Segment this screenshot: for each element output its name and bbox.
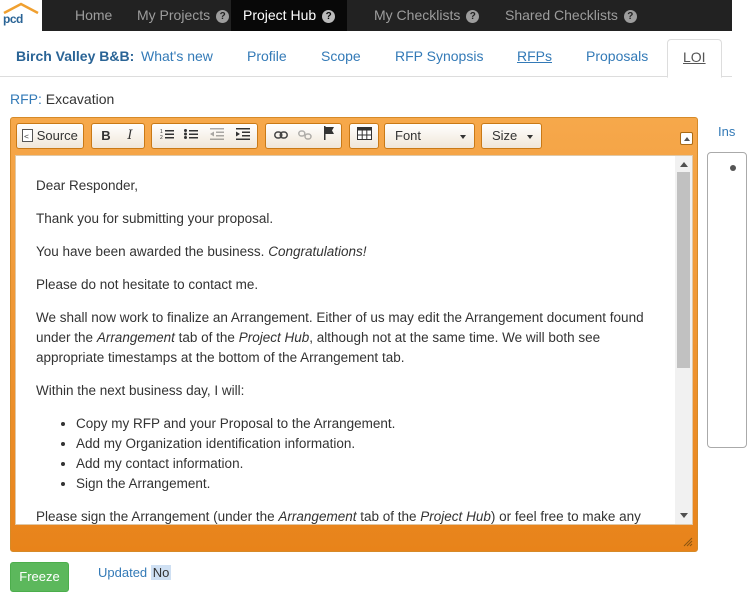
numbered-list-button[interactable] <box>156 126 178 146</box>
font-dropdown-label: Font <box>395 128 422 143</box>
nav-my-projects-label: My Projects <box>137 7 211 23</box>
list-item: • Copy my RFP and your Proposal to the Arrangement. <box>76 414 666 434</box>
nav-my-projects[interactable] <box>125 0 241 31</box>
flag-icon <box>323 126 335 140</box>
list-item: • Add my Organization identification information. <box>76 434 666 454</box>
text-run-italic: Project Hub <box>420 509 491 524</box>
letter-paragraph: Within the next business day, I will: <box>36 383 245 398</box>
format-group <box>91 123 145 149</box>
table-icon <box>357 127 372 140</box>
chevron-down-icon <box>460 135 466 139</box>
nav-home[interactable] <box>63 0 124 31</box>
list-item: • Add my contact information. <box>76 454 666 474</box>
table-button[interactable] <box>353 126 375 146</box>
svg-text:2: 2 <box>160 135 163 141</box>
letter-body <box>36 176 666 540</box>
list-group <box>151 123 258 149</box>
chevron-down-icon <box>527 135 533 139</box>
project-tabs <box>0 31 732 77</box>
letter-paragraph <box>36 308 666 368</box>
nav-my-checklists-label: My Checklists <box>374 7 461 23</box>
text-run: We shall now work to finalize an Arrangement. Either of us may edit the Arrangement document found under the <box>36 310 644 345</box>
link-group <box>265 123 342 149</box>
editor-scrollbar[interactable] <box>675 156 692 524</box>
tab-loi[interactable]: LOI <box>667 39 722 78</box>
svg-text:<: < <box>24 132 29 141</box>
source-label: Source <box>36 128 78 143</box>
size-dropdown[interactable] <box>481 123 542 149</box>
tab-profile[interactable]: Profile <box>247 48 287 64</box>
source-button[interactable] <box>20 126 80 146</box>
editor-content-area[interactable] <box>15 155 693 525</box>
letter-paragraph <box>36 507 666 527</box>
tab-rfps[interactable]: RFPs <box>517 48 552 64</box>
editor-toolbar <box>11 118 697 154</box>
bold-button[interactable]: B <box>101 128 111 143</box>
link-button[interactable] <box>270 126 292 146</box>
rfp-value: Excavation <box>45 91 115 107</box>
top-navbar <box>0 0 732 31</box>
letter-greeting: Dear Responder, <box>36 178 139 193</box>
updated-value: No <box>152 565 170 580</box>
freeze-button[interactable]: Freeze <box>10 562 69 592</box>
outdent-button[interactable] <box>206 126 228 146</box>
insert-panel-box[interactable] <box>707 152 747 448</box>
help-icon[interactable]: ? <box>216 10 229 23</box>
tab-rfp-synopsis[interactable]: RFP Synopsis <box>395 48 484 64</box>
numbered-list-icon <box>160 128 174 140</box>
bulleted-list-icon <box>184 128 198 140</box>
text-run: ) or feel free to make any <box>490 509 641 524</box>
bulleted-list-button[interactable] <box>180 126 202 146</box>
text-run-italic: Project Hub <box>238 330 310 345</box>
text-run-italic: Congratulations! <box>268 244 367 259</box>
resize-grip-icon[interactable] <box>683 537 693 547</box>
scrollbar-thumb[interactable] <box>677 172 690 368</box>
text-run: Please sign the Arrangement (under the <box>36 509 275 524</box>
project-name: Birch Valley B&B: <box>16 48 135 64</box>
rich-text-editor <box>10 117 698 552</box>
indent-button[interactable] <box>232 126 254 146</box>
tab-scope[interactable]: Scope <box>321 48 361 64</box>
letter-paragraph: Thank you for submitting your proposal. <box>36 211 274 226</box>
nav-my-checklists[interactable] <box>362 0 491 31</box>
link-icon <box>274 130 288 140</box>
nav-project-hub[interactable] <box>231 0 347 31</box>
collapse-toolbar-button[interactable] <box>680 132 693 145</box>
pcd-logo[interactable] <box>0 0 42 31</box>
insert-panel-label[interactable]: Ins <box>718 124 736 139</box>
outdent-icon <box>210 128 224 140</box>
text-run-italic: Arrangement <box>96 330 175 345</box>
help-icon[interactable]: ? <box>466 10 479 23</box>
action-list <box>76 414 666 494</box>
text-run: You have been awarded the business. <box>36 244 265 259</box>
tab-whats-new[interactable]: What's new <box>141 48 213 64</box>
letter-paragraph: Please do not hesitate to contact me. <box>36 277 259 292</box>
text-run: , although not at the same time. We will both see appropriate timestamps at the bottom of the Arrangement tab. <box>36 330 601 365</box>
anchor-button[interactable] <box>318 126 340 146</box>
nav-shared-checklists[interactable] <box>493 0 649 31</box>
scroll-down-icon[interactable] <box>680 513 688 518</box>
italic-button[interactable]: I <box>127 128 133 143</box>
rfp-label: RFP: <box>10 91 42 107</box>
radio-icon[interactable] <box>730 165 736 171</box>
logo-text: pcd <box>3 12 23 26</box>
updated-label: Updated <box>98 565 148 580</box>
scroll-up-icon[interactable] <box>680 162 688 167</box>
unlink-icon <box>298 130 312 140</box>
text-run: tab of the <box>178 330 235 345</box>
nav-home-label: Home <box>75 7 113 23</box>
font-dropdown[interactable] <box>384 123 475 149</box>
source-doc-icon <box>22 129 33 142</box>
svg-text:1: 1 <box>160 129 163 135</box>
nav-project-hub-label: Project Hub <box>243 7 317 23</box>
updated-status <box>98 565 171 580</box>
list-item: • Sign the Arrangement. <box>76 474 666 494</box>
nav-shared-checklists-label: Shared Checklists <box>505 7 618 23</box>
table-group <box>349 123 379 149</box>
text-run: tab of the <box>360 509 417 524</box>
source-group <box>16 123 84 149</box>
tab-proposals[interactable]: Proposals <box>586 48 649 64</box>
help-icon[interactable]: ? <box>624 10 637 23</box>
size-dropdown-label: Size <box>492 128 518 143</box>
rfp-line <box>10 91 114 107</box>
help-icon[interactable]: ? <box>322 10 335 23</box>
text-run-italic: Arrangement <box>278 509 357 524</box>
unlink-button[interactable] <box>294 126 316 146</box>
indent-icon <box>236 128 250 140</box>
letter-paragraph <box>36 242 666 262</box>
